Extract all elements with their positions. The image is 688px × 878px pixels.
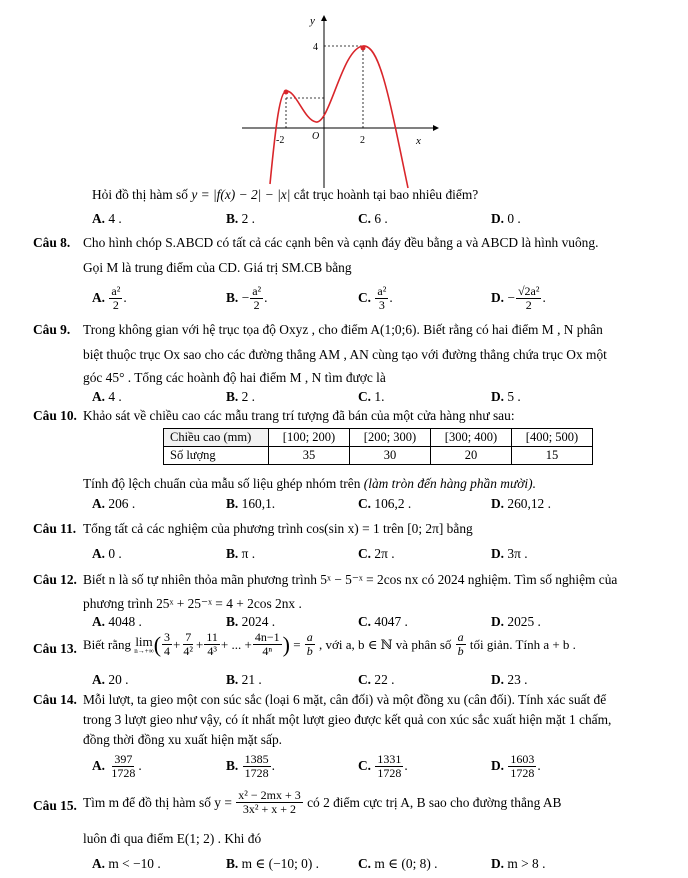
q11-label: Câu 11. [33, 521, 77, 536]
y-axis-label: y [310, 15, 315, 27]
q14-line3: đồng thời đồng xu xuất hiện mặt sấp. [83, 732, 282, 747]
q15-option-c[interactable]: C. m ∈ (0; 8) . [358, 856, 438, 871]
table-cell: 15 [512, 447, 593, 465]
q14-option-d[interactable]: D. $\frac{1603}{1728}$ . [491, 752, 541, 781]
q12-option-d[interactable]: D. 2025 . [491, 614, 541, 629]
q12-option-a[interactable]: A. 4048 . [92, 614, 142, 629]
q7-option-a[interactable]: A. 4 . [92, 211, 122, 226]
q9-label: Câu 9. [33, 322, 71, 337]
x-tick-neg2: -2 [276, 135, 285, 146]
q11-line1: Tổng tất cả các nghiệm của phương trình cos(sin x) = 1 trên [0; 2π] bằng [83, 521, 473, 536]
q9-line2: biệt thuộc trục Ox sao cho các đường thẳng AM , AN cùng tạo với đường thẳng chứa trục Ox một [83, 347, 607, 362]
q11-option-c[interactable]: C. 2π . [358, 546, 395, 561]
table-header-cell: [400; 500) [512, 429, 593, 447]
q15-option-a[interactable]: A. m < −10 . [92, 856, 161, 871]
q10-option-a[interactable]: A. 206 . [92, 496, 136, 511]
q12-line1: Biết n là số tự nhiên thỏa mãn phương trình 5ˣ − 5⁻ˣ = 2cos nx có 2024 nghiệm. Tìm số nghiệm của [83, 572, 618, 587]
q12-option-c[interactable]: C. 4047 . [358, 614, 408, 629]
q13-option-a[interactable]: A. 20 . [92, 672, 129, 687]
q14-label: Câu 14. [33, 692, 77, 707]
curve [270, 46, 408, 188]
q10-line1: Khảo sát về chiều cao các mẫu trang trí tượng đã bán của một cửa hàng như sau: [83, 408, 515, 423]
q10-line2: Tính độ lệch chuẩn của mẫu số liệu ghép nhóm trên (làm tròn đến hàng phần mười). [83, 476, 536, 491]
q9-line1: Trong không gian với hệ trục tọa độ Oxyz , cho điểm A(1;0;6). Biết rằng có hai điểm M , N phân [83, 322, 603, 337]
table-cell: 30 [350, 447, 431, 465]
q13-option-d[interactable]: D. 23 . [491, 672, 528, 687]
q15-option-d[interactable]: D. m > 8 . [491, 856, 546, 871]
table-header-cell: Chiều cao (mm) [164, 429, 269, 447]
q9-line3: góc 45° . Tổng các hoành độ hai điểm M , N tìm được là [83, 370, 386, 385]
table-cell: 35 [269, 447, 350, 465]
q14-option-b[interactable]: B. $\frac{1385}{1728}$ . [226, 752, 275, 781]
table-header-cell: [100; 200) [269, 429, 350, 447]
q11-option-b[interactable]: B. π . [226, 546, 256, 561]
q15-line2: luôn đi qua điểm E(1; 2) . Khi đó [83, 831, 262, 846]
q10-label: Câu 10. [33, 408, 77, 423]
q11-option-a[interactable]: A. 0 . [92, 546, 122, 561]
q13-option-c[interactable]: C. 22 . [358, 672, 395, 687]
q11-option-d[interactable]: D. 3π . [491, 546, 528, 561]
y-tick-4: 4 [313, 42, 318, 53]
q8-option-c[interactable]: C. $\frac{\text{a²}}{3}$ . [358, 284, 393, 313]
q12-label: Câu 12. [33, 572, 77, 587]
q15-statement: Tìm m để đồ thị hàm số y = $\frac{\text{x² − 2mx + 3}}{\text{3x² + x + 2}}$ có 2 điểm cực trị A, B sao cho đường thẳng AB [83, 788, 562, 817]
q10-option-d[interactable]: D. 260,12 . [491, 496, 551, 511]
table-cell: 20 [431, 447, 512, 465]
x-tick-2: 2 [360, 135, 365, 146]
function-graph [240, 12, 440, 192]
q8-option-a[interactable]: A. $\frac{\text{a²}}{2}$ . [92, 284, 127, 313]
q9-option-a[interactable]: A. 4 . [92, 389, 122, 404]
q14-option-a[interactable]: A. $\frac{397}{1728}$ . [92, 752, 142, 781]
x-axis-label: x [416, 135, 421, 147]
q7-option-d[interactable]: D. 0 . [491, 211, 521, 226]
q8-line2: Gọi M là trung điểm của CD. Giá trị SM.CB bằng [83, 260, 352, 275]
q12-line2: phương trình 25ˣ + 25⁻ˣ = 4 + 2cos 2nx . [83, 596, 302, 611]
q10-option-c[interactable]: C. 106,2 . [358, 496, 412, 511]
table-row [164, 447, 593, 465]
frequency-table [163, 428, 593, 465]
q8-label: Câu 8. [33, 235, 71, 250]
q12-option-b[interactable]: B. 2024 . [226, 614, 276, 629]
q14-line1: Mỗi lượt, ta gieo một con súc sắc (loại 6 mặt, cân đối) và một đồng xu (cân đối). Tính xác suất để [83, 692, 607, 707]
q15-label: Câu 15. [33, 798, 77, 813]
q7-option-c[interactable]: C. 6 . [358, 211, 388, 226]
table-row [164, 429, 593, 447]
table-header-cell: [300; 400) [431, 429, 512, 447]
q7-option-b[interactable]: B. 2 . [226, 211, 256, 226]
q13-option-b[interactable]: B. 21 . [226, 672, 262, 687]
q10-option-b[interactable]: B. 160,1. [226, 496, 276, 511]
q14-line2: trong 3 lượt gieo như vậy, có ít nhất một lượt gieo được kết quả con xúc sắc xuất hiện mặt 1 chấm, [83, 712, 612, 727]
q8-option-d[interactable]: D. − $\frac{\text{√2a²}}{2}$ . [491, 284, 546, 313]
table-header-cell: [200; 300) [350, 429, 431, 447]
origin-label: O [312, 131, 320, 142]
q8-line1: Cho hình chóp S.ABCD có tất cả các cạnh bên và cạnh đáy đều bằng a và ABCD là hình vuông. [83, 235, 599, 250]
q13-statement: Biết rằng lim n→+∞ ( $\frac{3}{4}$ + $\frac{7}{\text{4²}}$ + $\frac{11}{\text{4³}}$ + ... + $\frac{4n-1}{\text{4ⁿ}}$ ) = $\frac{a}{b}$ , với a, b ∈ ℕ và phân số $\frac{a}{b}$ tối giản. Tính a + b . [83, 630, 576, 659]
q14-option-c[interactable]: C. $\frac{1331}{1728}$ . [358, 752, 408, 781]
q9-option-d[interactable]: D. 5 . [491, 389, 521, 404]
table-cell: Số lượng [164, 447, 269, 465]
q9-option-b[interactable]: B. 2 . [226, 389, 256, 404]
q13-label: Câu 13. [33, 641, 77, 656]
q7-question: Hỏi đồ thị hàm số y = |f(x) − 2| − |x| cắt trục hoành tại bao nhiêu điểm? [92, 187, 479, 202]
q8-option-b[interactable]: B. − $\frac{\text{a²}}{2}$ . [226, 284, 268, 313]
q9-option-c[interactable]: C. 1. [358, 389, 385, 404]
q15-option-b[interactable]: B. m ∈ (−10; 0) . [226, 856, 319, 871]
